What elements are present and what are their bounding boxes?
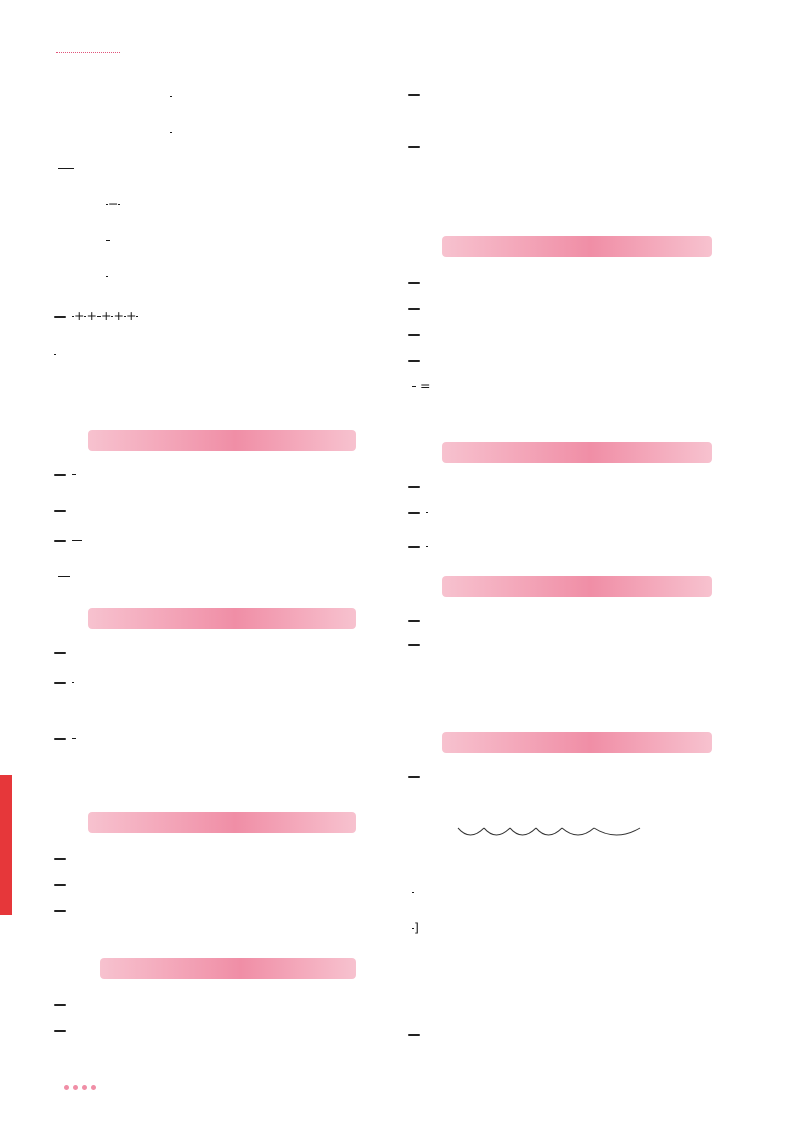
d8-1 xyxy=(54,466,76,481)
day-9-banner xyxy=(88,608,356,629)
left-t4: + + + + + xyxy=(54,308,138,323)
footer-dot xyxy=(73,1085,78,1090)
left-line-2 xyxy=(170,124,172,139)
edge-strip xyxy=(0,775,12,915)
day-8-banner xyxy=(88,430,356,451)
left-line-3 xyxy=(58,160,74,175)
day-11-banner xyxy=(100,958,356,979)
footer-dot xyxy=(82,1085,87,1090)
d15-2 xyxy=(412,884,414,899)
fraction xyxy=(170,132,172,133)
sequence-diagram xyxy=(450,812,730,856)
d13-3 xyxy=(408,538,428,553)
d8-3 xyxy=(54,532,82,547)
d9-1 xyxy=(54,644,72,659)
d15-4 xyxy=(408,1026,426,1041)
left-line-4: − xyxy=(108,196,119,211)
d10-3 xyxy=(54,902,72,917)
day-15-banner xyxy=(442,732,712,753)
d15-1 xyxy=(408,768,426,783)
footer-dot xyxy=(91,1085,96,1090)
d11-2 xyxy=(54,1022,72,1037)
d10-2 xyxy=(54,876,72,891)
d15-2-line2: ] xyxy=(414,920,419,935)
left-line-5 xyxy=(106,232,110,247)
r3 xyxy=(408,86,426,101)
d12-4 xyxy=(408,352,426,367)
d14-1 xyxy=(408,612,426,627)
day-12-banner xyxy=(442,236,712,257)
d10-1 xyxy=(54,850,72,865)
d9-2 xyxy=(54,674,74,689)
r4 xyxy=(408,138,426,153)
d11-1 xyxy=(54,996,72,1011)
sequence-arcs xyxy=(450,826,680,844)
d8-3-line2 xyxy=(58,568,70,583)
left-line-6 xyxy=(106,268,108,283)
d13-1 xyxy=(408,478,426,493)
d12-1 xyxy=(408,274,426,289)
d8-2 xyxy=(54,502,72,517)
d12-2 xyxy=(408,300,426,315)
header xyxy=(48,28,308,78)
fraction xyxy=(170,96,172,97)
d12-4-line2: = xyxy=(412,378,430,393)
day-10-banner xyxy=(88,812,356,833)
d13-2 xyxy=(408,504,428,519)
header-rule xyxy=(56,52,120,53)
day-14-banner xyxy=(442,576,712,597)
d9-3 xyxy=(54,730,76,745)
d12-3 xyxy=(408,326,426,341)
footer xyxy=(62,1074,98,1095)
exercise-badge xyxy=(54,316,66,318)
d14-2 xyxy=(408,636,426,651)
footer-dot xyxy=(64,1085,69,1090)
day-13-banner xyxy=(442,442,712,463)
left-line-1 xyxy=(170,88,172,103)
left-t4-line2 xyxy=(54,346,56,361)
